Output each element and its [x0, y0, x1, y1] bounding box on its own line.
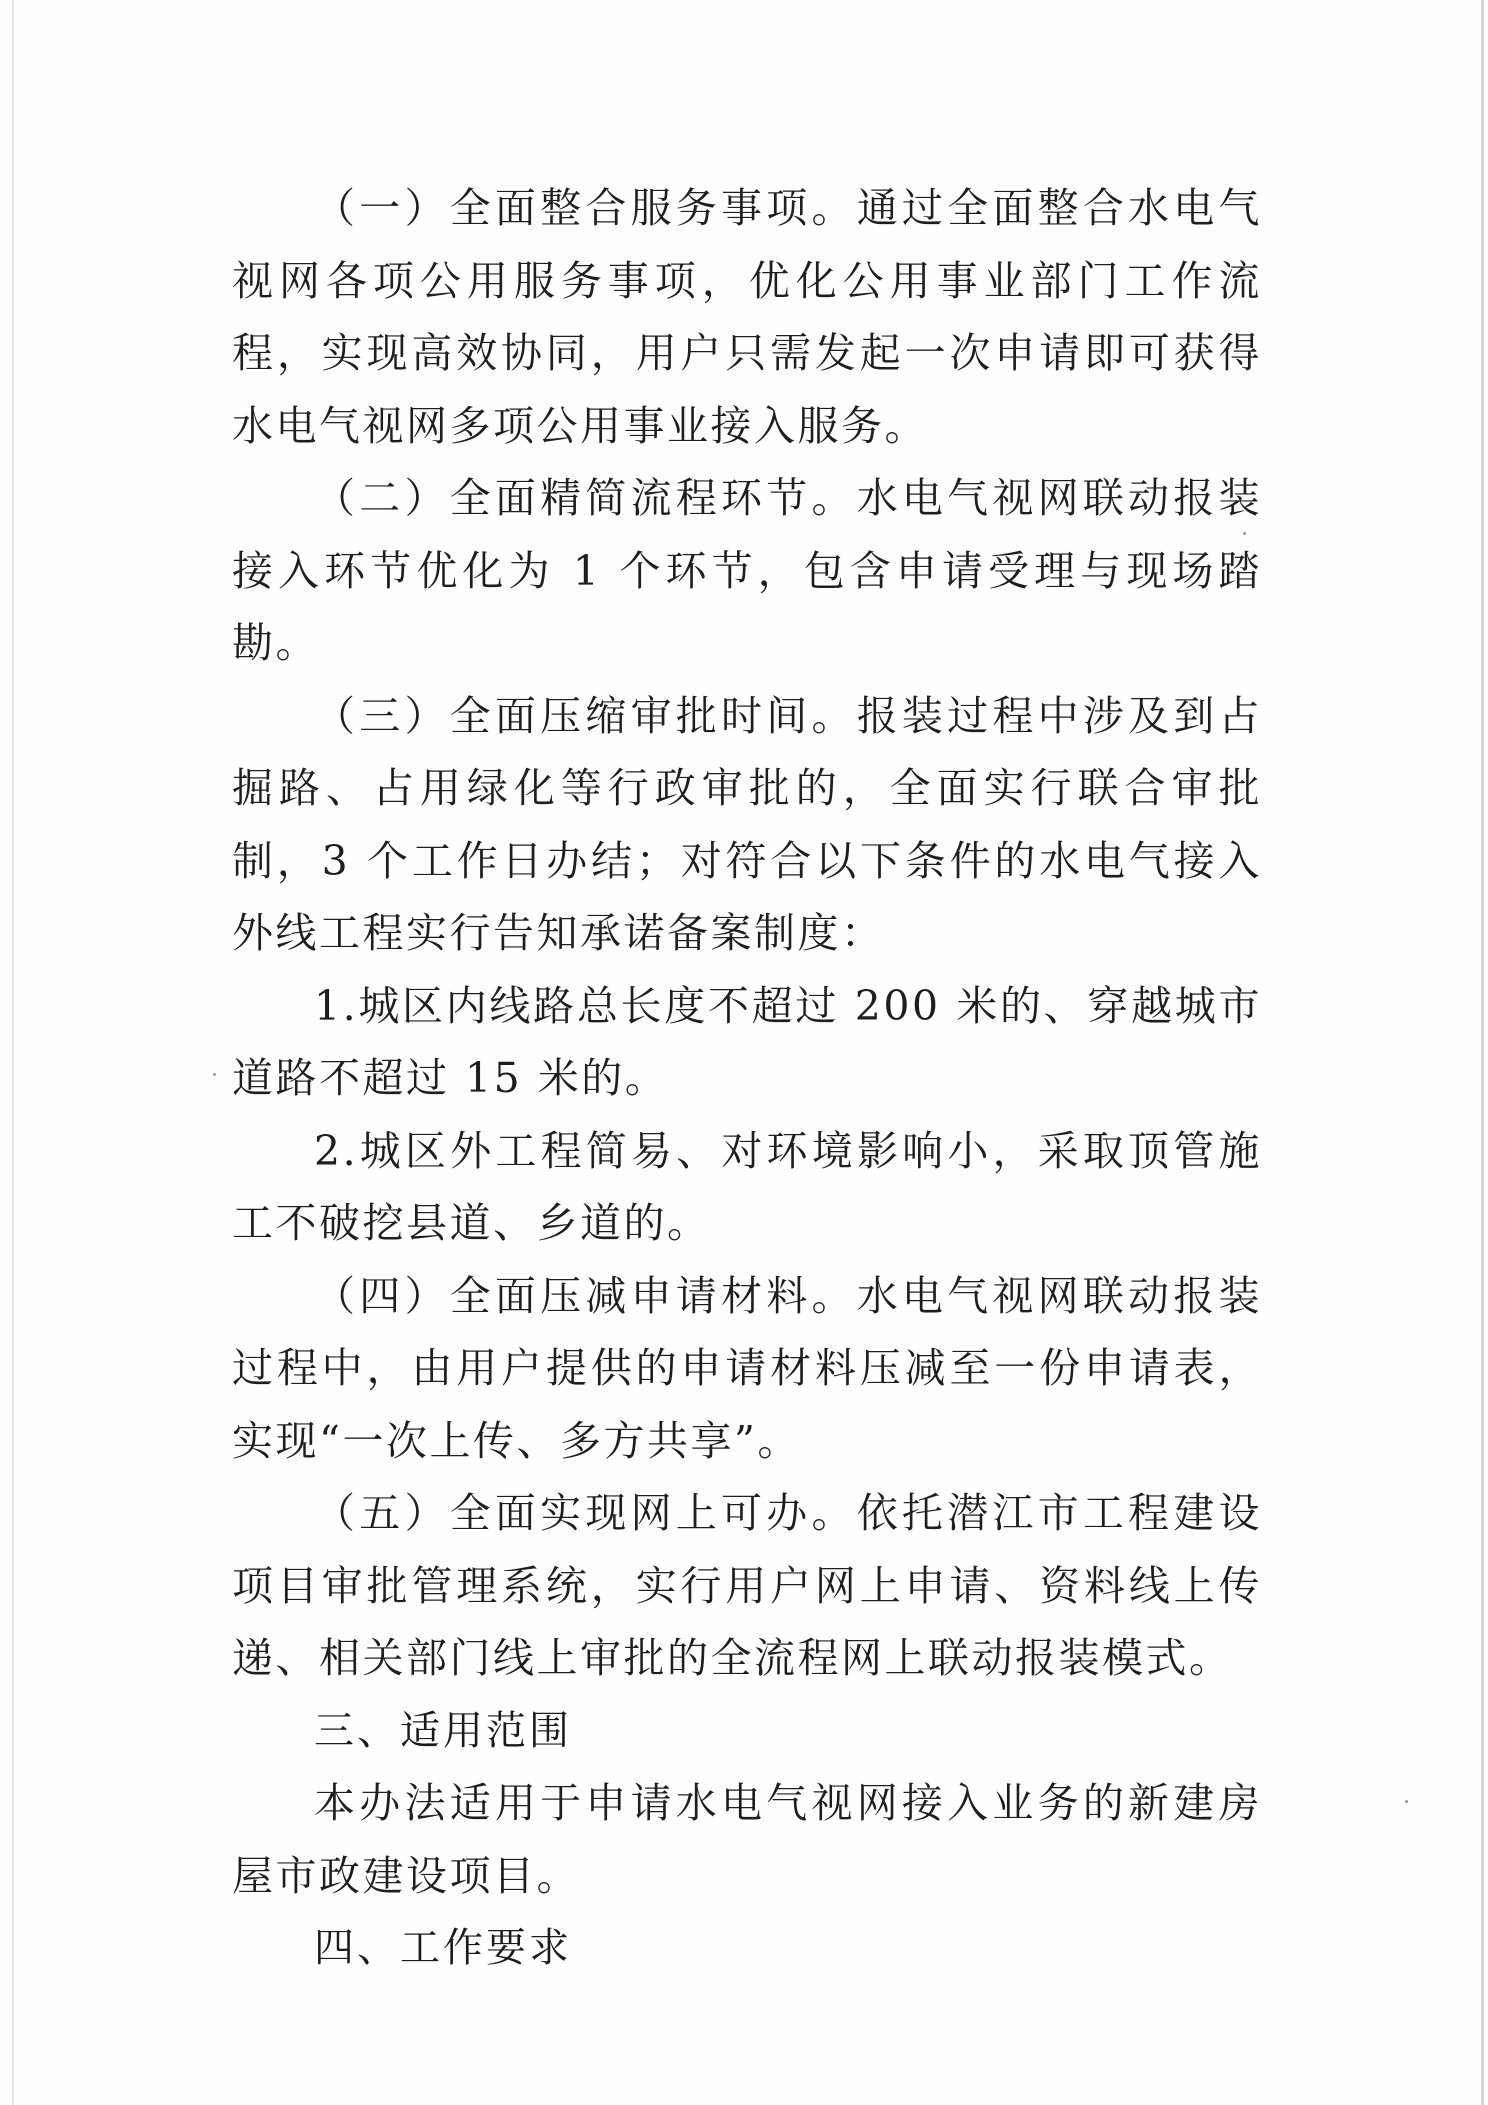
paragraph-scope: 本办法适用于申请水电气视网接入业务的新建房屋市政建设项目。	[232, 1779, 1262, 1900]
paragraph-compress-approval-time: （三）全面压缩审批时间。报装过程中涉及到占掘路、占用绿化等行政审批的，全面实行联合审批制，3 个工作日办结；对符合以下条件的水电气接入外线工程实行告知承诺备案制度：	[232, 691, 1262, 957]
scan-edge-left	[12, 0, 14, 2105]
paragraph-reduce-materials: （四）全面压减申请材料。水电气视网联动报装过程中，由用户提供的申请材料压减至一份申请表，实现“一次上传、多方共享”。	[232, 1271, 1262, 1465]
paragraph-online-service: （五）全面实现网上可办。依托潜江市工程建设项目审批管理系统，实行用户网上申请、资料线上传递、相关部门线上审批的全流程网上联动报装模式。	[232, 1489, 1262, 1682]
section-heading-requirements: 四、工作要求	[314, 1925, 572, 1971]
list-item-condition-1: 1.城区内线路总长度不超过 200 米的、穿越城市道路不超过 15 米的。	[232, 981, 1262, 1102]
scan-speck	[1405, 1800, 1408, 1803]
list-item-condition-2: 2.城区外工程简易、对环境影响小，采取顶管施工不破挖县道、乡道的。	[232, 1126, 1262, 1247]
paragraph-simplify-process: （二）全面精简流程环节。水电气视网联动报装接入环节优化为 1 个环节，包含申请受理与现场踏勘。	[232, 474, 1262, 667]
paragraph-integrate-services: （一）全面整合服务事项。通过全面整合水电气视网各项公用服务事项，优化公用事业部门工作流程，实现高效协同，用户只需发起一次申请即可获得水电气视网多项公用事业接入服务。	[232, 184, 1262, 450]
scan-speck	[213, 1073, 216, 1076]
section-heading-scope: 三、适用范围	[314, 1707, 572, 1754]
scan-edge-right	[1481, 0, 1484, 2105]
document-body	[232, 172, 1262, 1985]
